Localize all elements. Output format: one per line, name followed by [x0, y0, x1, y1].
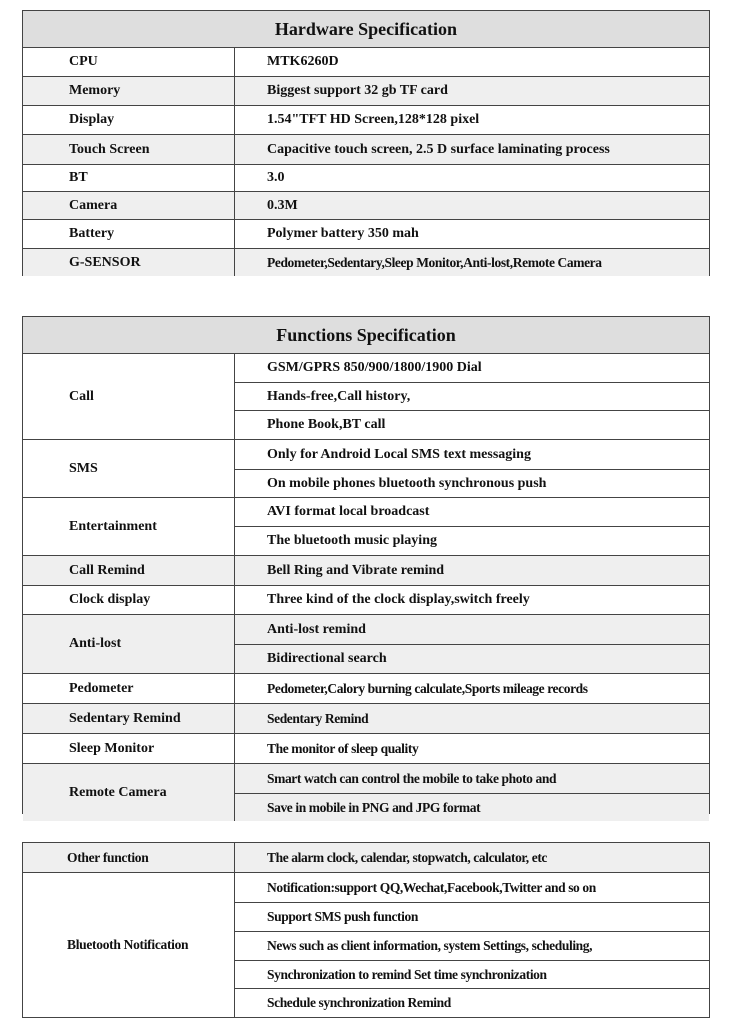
- functions-label: Remote Camera: [23, 764, 235, 821]
- functions-label: Call: [23, 354, 235, 439]
- functions-value: Phone Book,BT call: [235, 410, 709, 439]
- functions-row-call: [23, 354, 709, 439]
- other-value: The alarm clock, calendar, stopwatch, calculator, etc: [267, 849, 548, 865]
- functions-label: Sedentary Remind: [23, 704, 235, 733]
- other-value: Notification:support QQ,Wechat,Facebook,Twitter and so on: [267, 879, 596, 895]
- hardware-value: Polymer battery 350 mah: [267, 226, 419, 241]
- hardware-row-memory: [23, 76, 709, 105]
- hardware-label: BT: [23, 165, 235, 191]
- functions-row-pedometer: [23, 673, 709, 703]
- functions-row-anti-lost: [23, 614, 709, 673]
- other-label: Bluetooth Notification: [23, 873, 235, 1017]
- other-functions-body: [23, 843, 709, 1017]
- hardware-value: Pedometer,Sedentary,Sleep Monitor,Anti-lost,Remote Camera: [267, 254, 602, 270]
- functions-row-sleep-monitor: [23, 733, 709, 763]
- functions-row-entertainment: [23, 497, 709, 555]
- functions-value: Only for Android Local SMS text messaging: [267, 446, 531, 462]
- functions-row-call-remind: [23, 555, 709, 585]
- hardware-label: Battery: [23, 220, 235, 248]
- functions-value: The bluetooth music playing: [235, 526, 709, 555]
- hardware-row-camera: [23, 191, 709, 219]
- functions-value: Save in mobile in PNG and JPG format: [235, 793, 709, 821]
- functions-value: Bidirectional search: [235, 644, 709, 673]
- hardware-label: Touch Screen: [23, 135, 235, 164]
- functions-value: The monitor of sleep quality: [267, 740, 419, 756]
- functions-value: Hands-free,Call history,: [235, 382, 709, 410]
- functions-value: Bell Ring and Vibrate remind: [267, 562, 445, 578]
- functions-row-clock-display: [23, 585, 709, 614]
- functions-spec-body: [23, 354, 709, 821]
- hardware-spec-title: Hardware Specification: [23, 11, 709, 48]
- functions-label: Entertainment: [23, 498, 235, 555]
- hardware-label: Display: [23, 106, 235, 134]
- functions-value: Three kind of the clock display,switch freely: [267, 592, 530, 607]
- functions-spec-table: [22, 316, 710, 814]
- functions-value: Anti-lost remind: [267, 621, 366, 637]
- hardware-row-g-sensor: [23, 248, 709, 276]
- functions-label: Sleep Monitor: [23, 734, 235, 763]
- other-value: Synchronization to remind Set time synchronization: [235, 960, 709, 988]
- other-row-bluetooth-notification: [23, 872, 709, 1017]
- functions-value: GSM/GPRS 850/900/1800/1900 Dial: [267, 360, 482, 375]
- hardware-spec-body: [23, 48, 709, 276]
- functions-row-remote-camera: [23, 763, 709, 821]
- hardware-row-cpu: [23, 48, 709, 76]
- functions-value: Smart watch can control the mobile to take photo and: [267, 770, 557, 786]
- functions-value: On mobile phones bluetooth synchronous push: [235, 469, 709, 497]
- functions-label: Anti-lost: [23, 615, 235, 673]
- hardware-label: Camera: [23, 192, 235, 219]
- hardware-value: MTK6260D: [267, 54, 339, 69]
- other-row-other-function: [23, 843, 709, 872]
- other-value: Support SMS push function: [235, 902, 709, 931]
- hardware-value: 3.0: [267, 170, 285, 185]
- other-label: Other function: [23, 843, 235, 872]
- hardware-label: CPU: [23, 48, 235, 76]
- functions-row-sedentary-remind: [23, 703, 709, 733]
- functions-value: AVI format local broadcast: [267, 504, 430, 519]
- functions-label: Pedometer: [23, 674, 235, 703]
- functions-value: Pedometer,Calory burning calculate,Sports mileage records: [267, 680, 588, 696]
- hardware-label: Memory: [23, 77, 235, 105]
- functions-spec-title: Functions Specification: [23, 317, 709, 354]
- hardware-row-display: [23, 105, 709, 134]
- functions-row-sms: [23, 439, 709, 497]
- hardware-value: Capacitive touch screen, 2.5 D surface laminating process: [267, 141, 610, 157]
- hardware-value: 1.54"TFT HD Screen,128*128 pixel: [267, 112, 480, 127]
- other-value: News such as client information, system Settings, scheduling,: [235, 931, 709, 960]
- other-functions-table: [22, 842, 710, 1018]
- functions-value: Sedentary Remind: [267, 710, 369, 726]
- hardware-spec-table: [22, 10, 710, 276]
- functions-label: SMS: [23, 440, 235, 497]
- hardware-row-touch-screen: [23, 134, 709, 164]
- hardware-value: 0.3M: [267, 197, 298, 213]
- hardware-label: G-SENSOR: [23, 249, 235, 276]
- hardware-row-battery: [23, 219, 709, 248]
- other-value: Schedule synchronization Remind: [235, 988, 709, 1017]
- hardware-row-bt: [23, 164, 709, 191]
- functions-label: Call Remind: [23, 556, 235, 585]
- functions-label: Clock display: [23, 586, 235, 614]
- hardware-value: Biggest support 32 gb TF card: [267, 83, 448, 98]
